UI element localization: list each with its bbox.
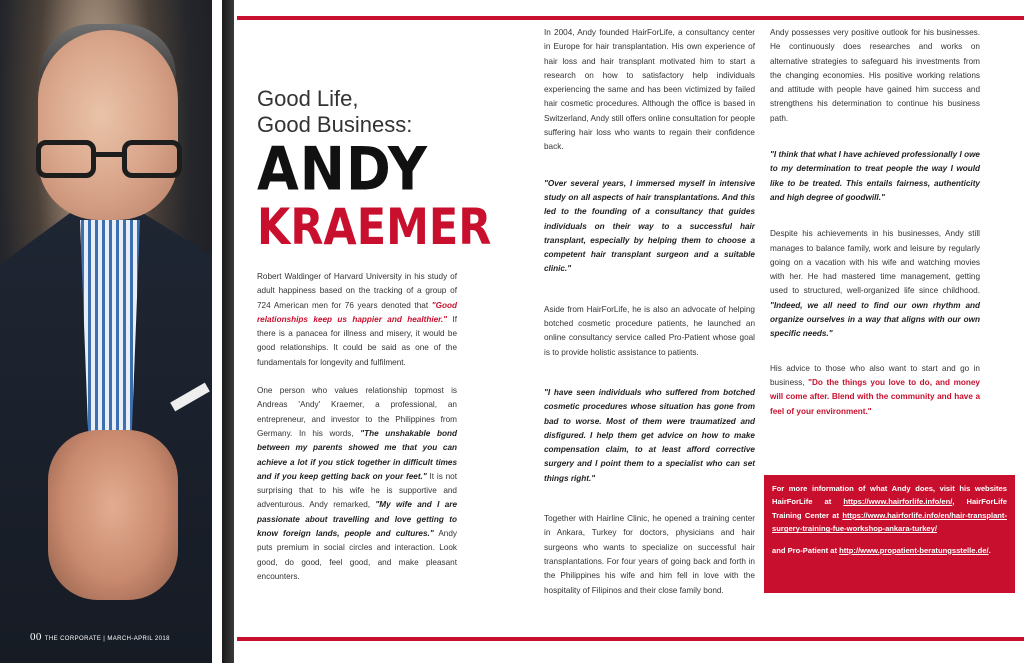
red-quote: "Good relationships keep us happier and healthier."	[257, 300, 457, 324]
gutter	[212, 0, 222, 663]
photo-hands	[48, 430, 178, 600]
paragraph: Aside from HairForLife, he is also an advocate of helping botched cosmetic procedure patients, he launched an online consultancy service called Pro-Patient whose goal is to provide holistic assistance to patients.	[544, 304, 755, 357]
paragraph: Robert Waldinger of Harvard University in his study of adult happiness based on the tracking of a group of 724 American men for 76 years denoted that "Good relationships keep us happier and healthier." If there is a panacea for illness and misery, it would be good relationships. It could be said as one of the fundamentals for longevity and fulfilment.	[257, 272, 457, 367]
title-first-name: ANDY	[257, 134, 428, 204]
title-last-name: KRAEMER	[257, 199, 492, 257]
column-1	[257, 270, 457, 598]
info-box	[764, 475, 1015, 593]
portrait-photo	[0, 0, 212, 663]
pull-quote: "I think that what I have achieved professionally I owe to my determination to treat people the way I would like to be treated. This entails fairness, authenticity and high degree of goodwill."	[770, 150, 980, 202]
page-number: 00	[30, 631, 42, 643]
paragraph: Together with Hairline Clinic, he opened a training center in Ankara, Turkey for doctors, physicians and hair surgeons who wants to specialize on successful hair transplantations. For four years of going back and forth in the Philippines his wife and him fell in love with the hospitality of Filipinos and their close family bond.	[544, 514, 755, 595]
info-text: and Pro-Patient at http://www.propatient-beratungsstelle.de/.	[772, 545, 991, 555]
inline-quote: "Indeed, we all need to find our own rhythm and organize ourselves in a way that aligns with our own specific needs."	[770, 300, 980, 339]
inline-quote: "My wife and I are passionate about travelling and love getting to know foreign lands, people and cultures."	[257, 500, 457, 539]
paragraph: His advice to those who also want to start and go in business, "Do the things you love to do, and money will come after. Blend with the community and have a feel of your environment."	[770, 363, 980, 416]
pull-quote: "I have seen individuals who suffered from botched cosmetic procedures whose situation has gone from bad to worse. Most of them were traumatized and disfigured. I help them get advice on how to make compensation claim, to at least afford corrective surgery and I point them to a specialist who can set things right."	[544, 387, 755, 483]
column-2	[544, 26, 755, 612]
column-3	[770, 26, 980, 433]
paragraph: One person who values relationship topmost is Andreas 'Andy' Kraemer, a professional, an entrepreneur, and investor to the Philippines from Germany. In his words, "The unshakable bond between my parents showed me that you can achieve a lot if you stick together in difficult times and if you keep getting back on your feet." It is not surprising that to his wife he is supportive and adventurous. Andy remarked, "My wife and I are passionate about travelling and love getting to know foreign lands, people and cultures." Andy puts premium in social circles and interaction. Look good, do good, feel good, and make pleasant encounters.	[257, 386, 457, 581]
paragraph: In 2004, Andy founded HairForLife, a consultancy center in Europe for hair transplantation. His own experience of hair loss and hair transplant motivated him to start a research on how to satisfactory help individuals experiencing the same and has been victimized by failed hair cosmetic procedures. Although the office is based in Switzerland, Andy still offers online consultation for people suffering hair loss who wants to regain their confidence back.	[544, 28, 755, 152]
link-pro-patient[interactable]: http://www.propatient-beratungsstelle.de/	[839, 545, 989, 555]
info-text: For more information of what Andy does, visit his websites HairForLife at https://www.hairforlife.info/en/, HairForLife Training Center at https://www.hairforlife.info/en/hair-transplant-surgery-training-fue-workshop-ankara-turkey/	[772, 484, 1007, 534]
link-training-center[interactable]: https://www.hairforlife.info/en/hair-transplant-surgery-training-fue-workshop-ankara-turkey/	[772, 510, 1007, 534]
pull-quote: "Over several years, I immersed myself in intensive study on all aspects of hair transplantations. And this led to the founding of a consultancy that guides individuals on their way to a successful hair transplant, especially by helping them to choose a competent hair transplant surgeon and a suitable clinic."	[544, 178, 755, 274]
link-hairforlife[interactable]: https://www.hairforlife.info/en/	[843, 497, 953, 507]
inline-quote: "The unshakable bond between my parents showed me that you can achieve a lot if you stick together in difficult times and if you keep getting back on your feet."	[257, 428, 457, 481]
subtitle-line-1: Good Life,	[257, 86, 359, 111]
red-quote: "Do the things you love to do, and money will come after. Blend with the community and have a feel of your environment."	[770, 377, 980, 416]
photo-glasses	[36, 140, 182, 180]
paragraph: Despite his achievements in his businesses, Andy still manages to balance family, work and leisure by regularly going on a vacation with his wife and watching movies with her. He had mastered time management, getting used to structured, well-organized life since childhood. "Indeed, we all need to find our own rhythm and organize ourselves in a way that aligns with our own specific needs."	[770, 229, 980, 339]
top-red-rule	[237, 16, 1024, 20]
paragraph: Andy possesses very positive outlook for his businesses. He continuously does researches and works on alternative strategies to safeguard his investments from the changing economies. His positive working relations and attitude with people have gained him success and strengthens his determination to continue his business path.	[770, 28, 980, 123]
article-subtitle	[257, 86, 412, 138]
folio-text: THE CORPORATE | MARCH-APRIL 2018	[44, 636, 170, 642]
gutter-shadow	[222, 0, 234, 663]
bottom-red-rule	[237, 637, 1024, 641]
page-folio	[30, 631, 170, 643]
subtitle-line-2: Good Business:	[257, 112, 413, 137]
photo-face	[38, 30, 178, 220]
